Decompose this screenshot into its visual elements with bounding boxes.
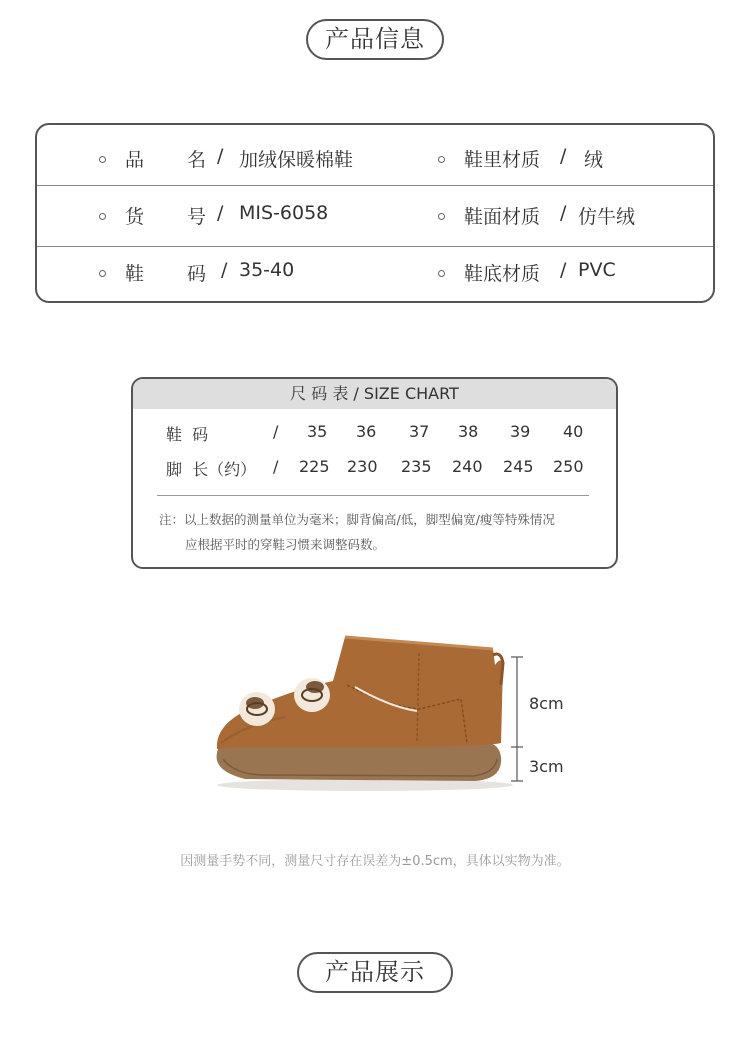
section-title-product-display: 产品展示: [297, 952, 453, 993]
length-cell: 225: [299, 457, 330, 476]
length-cell: 230: [347, 457, 378, 476]
separator: /: [560, 259, 567, 281]
info-row: [37, 188, 713, 246]
sole-material-label: 鞋底材质: [464, 263, 541, 285]
sole-height-label: 3cm: [529, 757, 564, 776]
label-char: 码: [187, 263, 207, 285]
separator: /: [560, 202, 567, 224]
label-char: 品: [125, 149, 145, 171]
sole-material-value: PVC: [578, 259, 616, 281]
separator: /: [221, 259, 228, 281]
label-char: 货: [125, 206, 145, 228]
size-cell: 36: [356, 422, 377, 441]
upper-material-value: 仿牛绒: [578, 206, 636, 228]
length-cell: 245: [503, 457, 534, 476]
length-cell: 235: [401, 457, 432, 476]
product-info-table: [35, 123, 715, 303]
separator: /: [273, 422, 279, 441]
bullet-icon: [438, 270, 445, 277]
separator: /: [560, 145, 567, 167]
bullet-icon: [99, 270, 106, 277]
section-title-product-info: 产品信息: [306, 19, 444, 60]
size-chart: [131, 377, 618, 569]
separator: /: [273, 457, 279, 476]
size-cell: 35: [307, 422, 328, 441]
size-chart-title: 尺 码 表 / SIZE CHART: [133, 379, 616, 409]
separator: /: [217, 145, 224, 167]
size-cell: 38: [458, 422, 479, 441]
item-number-value: MIS-6058: [239, 202, 329, 224]
length-row-label: 脚 长（约）: [166, 460, 257, 479]
label-char: 鞋: [125, 263, 145, 285]
size-note-line2: 应根据平时的穿鞋习惯来调整码数。: [185, 537, 386, 552]
measurement-disclaimer: 因测量手势不同，测量尺寸存在误差为±0.5cm，具体以实物为准。: [180, 854, 570, 869]
size-cell: 40: [563, 422, 584, 441]
length-cell: 250: [553, 457, 584, 476]
size-row-label: 鞋 码: [166, 425, 209, 444]
separator: /: [217, 202, 224, 224]
product-image: [205, 625, 575, 800]
size-chart-divider: [157, 495, 589, 496]
shaft-height-label: 8cm: [529, 694, 564, 713]
info-row: [37, 245, 713, 303]
upper-material-label: 鞋面材质: [464, 206, 541, 228]
bullet-icon: [99, 213, 106, 220]
bullet-icon: [99, 156, 106, 163]
size-note-line1: 注：以上数据的测量单位为毫米；脚背偏高/低，脚型偏宽/瘦等特殊情况: [159, 512, 555, 527]
lining-material-label: 鞋里材质: [464, 149, 541, 171]
lining-material-value: 绒: [584, 149, 604, 171]
product-name-value: 加绒保暖棉鞋: [239, 149, 354, 171]
size-range-value: 35-40: [239, 259, 295, 281]
bullet-icon: [438, 213, 445, 220]
bullet-icon: [438, 156, 445, 163]
label-char: 名: [187, 149, 207, 171]
length-cell: 240: [452, 457, 483, 476]
size-cell: 39: [510, 422, 531, 441]
snow-boot-illustration: [205, 625, 575, 800]
label-char: 号: [187, 206, 207, 228]
info-row: [37, 131, 713, 189]
size-cell: 37: [409, 422, 430, 441]
